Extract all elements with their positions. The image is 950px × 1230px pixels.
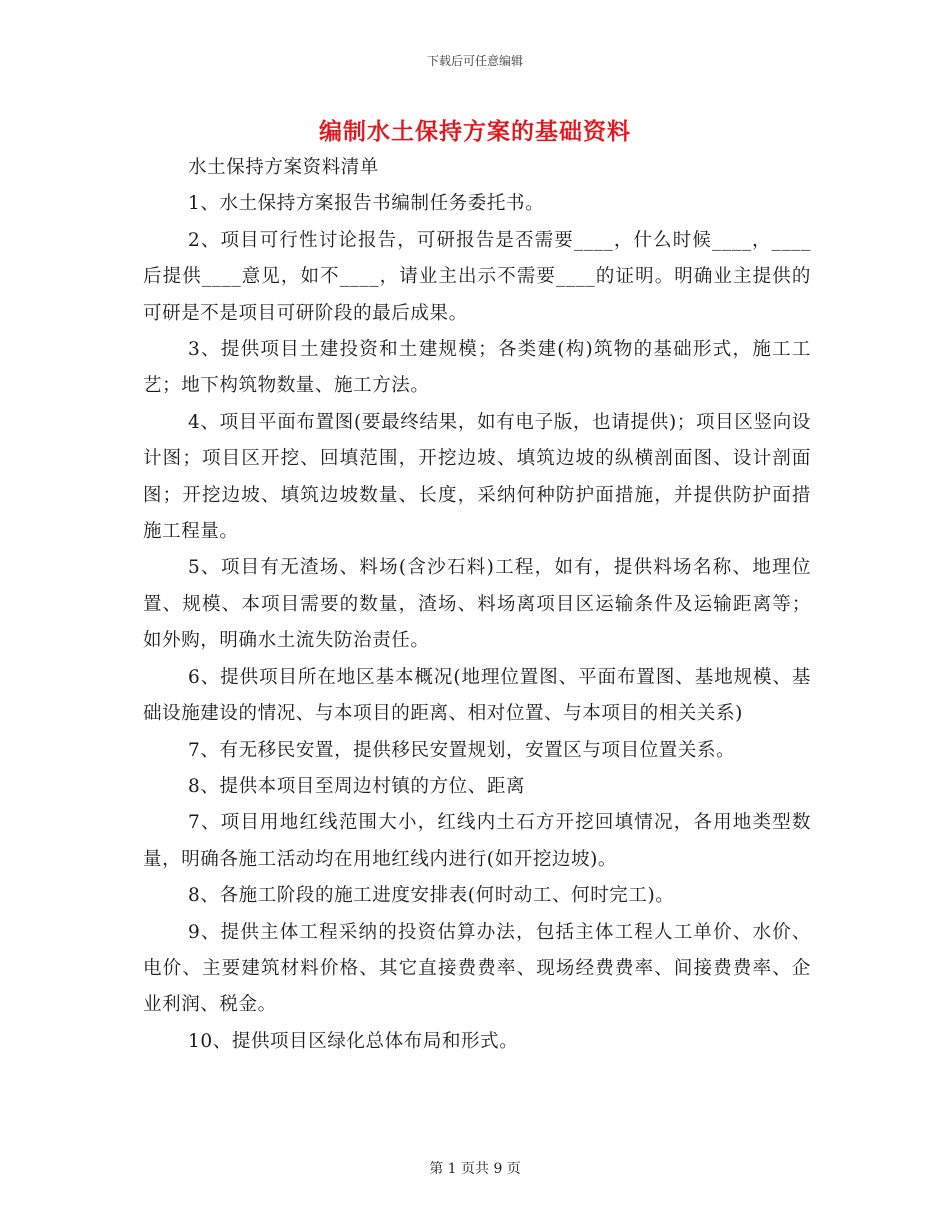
paragraph-item-3: 3、提供项目土建投资和土建规模；各类建(构)筑物的基础形式，施工工艺；地下构筑物数量、施工方法。 xyxy=(143,339,811,397)
paragraph-list-heading: 水土保持方案资料清单 xyxy=(188,157,380,178)
paragraph-item-7b: 7、项目用地红线范围大小，红线内土石方开挖回填情况，各用地类型数量，明确各施工活动均在用地红线内进行(如开挖边坡)。 xyxy=(143,812,811,870)
paragraph-item-4: 4、项目平面布置图(要最终结果，如有电子版，也请提供)；项目区竖向设计图；项目区开挖、回填范围，开挖边坡、填筑边坡的纵横剖面图、设计剖面图；开挖边坡、填筑边坡数量、长度，采纳何种防护面措施，并提供防护面措施工程量。 xyxy=(143,411,811,543)
paragraph-item-5: 5、项目有无渣场、料场(含沙石料)工程，如有，提供料场名称、地理位置、规模、本项目需要的数量，渣场、料场离项目区运输条件及运输距离等；如外购，明确水土流失防治责任。 xyxy=(143,557,811,652)
paragraph-item-9: 9、提供主体工程采纳的投资估算办法，包括主体工程人工单价、水价、电价、主要建筑材料价格、其它直接费费率、现场经费费率、间接费费率、企业利润、税金。 xyxy=(143,921,811,1016)
paragraph-item-7: 7、有无移民安置，提供移民安置规划，安置区与项目位置关系。 xyxy=(188,739,736,761)
paragraph-item-8: 8、提供本项目至周边村镇的方位、距离 xyxy=(188,775,526,797)
document-title: 编制水土保持方案的基础资料 xyxy=(319,118,631,145)
document-body xyxy=(143,150,811,1060)
paragraph-item-2: 2、项目可行性讨论报告，可研报告是否需要____，什么时候____，____后提供____意见，如不____，请业主出示不需要____的证明。明确业主提供的可研是不是项目可研阶段的最后成果。 xyxy=(143,229,811,324)
paragraph-item-6: 6、提供项目所在地区基本概况(地理位置图、平面布置图、基地规模、基础设施建设的情况、与本项目的距离、相对位置、与本项目的相关关系) xyxy=(143,666,811,725)
page-footer: 第 1 页共 9 页 xyxy=(429,1161,521,1177)
page-header: 下载后可任意编辑 xyxy=(426,54,523,68)
paragraph-item-8b: 8、各施工阶段的施工进度安排表(何时动工、何时完工)。 xyxy=(188,885,675,907)
paragraph-item-1: 1、水土保持方案报告书编制任务委托书。 xyxy=(188,193,545,215)
paragraph-item-10: 10、提供项目区绿化总体布局和形式。 xyxy=(188,1030,519,1052)
